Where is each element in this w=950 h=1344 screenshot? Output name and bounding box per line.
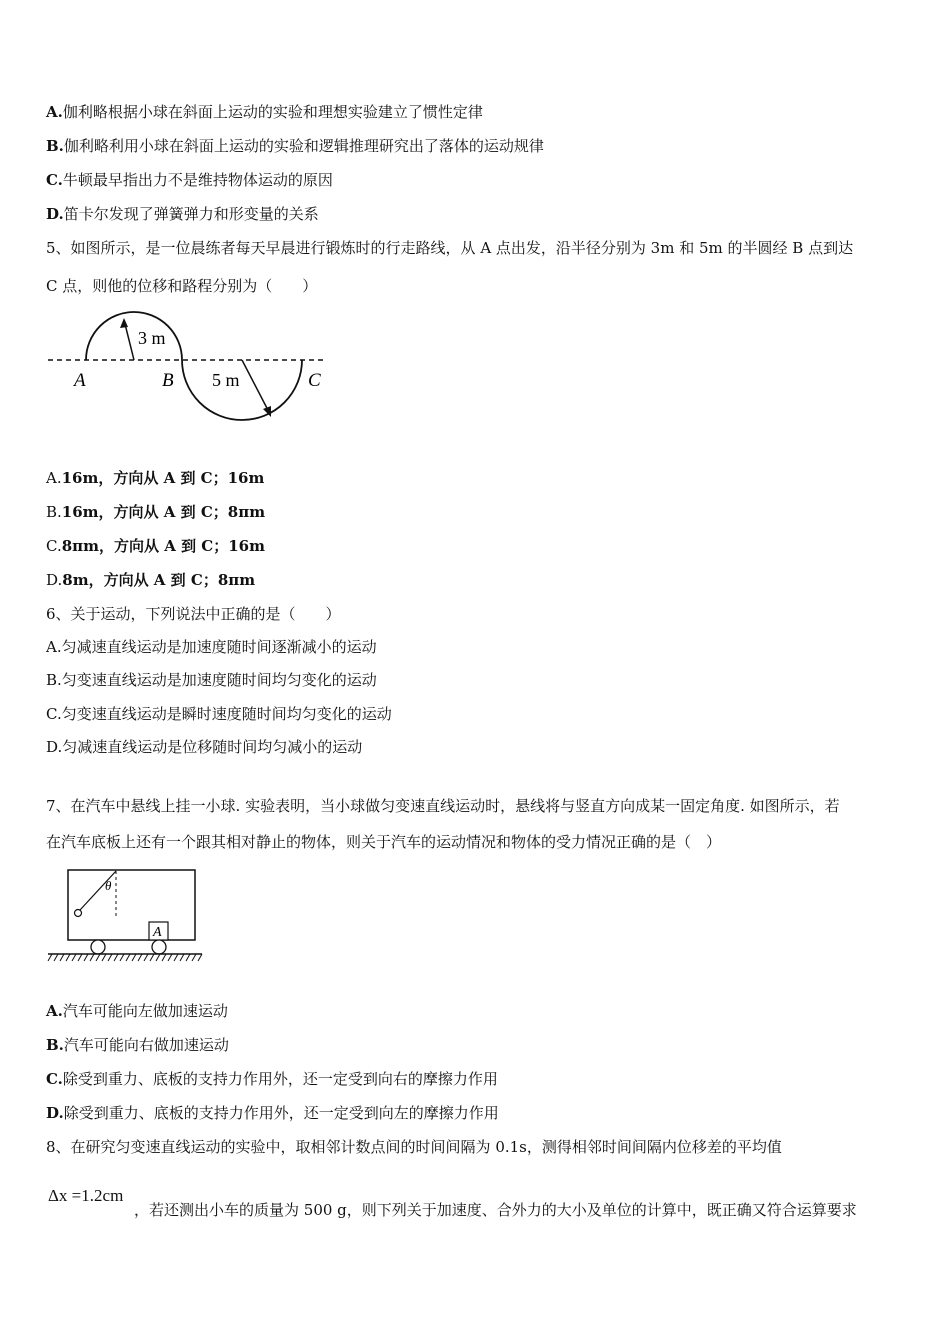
q5-path-figure <box>44 306 344 436</box>
q6-option-a: A.匀减速直线运动是加速度随时间逐渐减小的运动 <box>46 638 377 656</box>
q5-stem-line1: 5、如图所示，是一位晨练者每天早晨进行锻炼时的行走路线，从 A 点出发，沿半径分别为 3m 和 5m 的半圆经 B 点到达 <box>46 239 854 257</box>
point-b-label: B <box>162 370 174 391</box>
q6-stem: 6、关于运动，下列说法中正确的是（ ） <box>46 605 341 623</box>
large-radius-arrow <box>242 360 270 414</box>
q8-formula: Δx =1.2cm <box>48 1186 124 1205</box>
front-wheel <box>152 940 166 954</box>
q7-option-c: C.除受到重力、底板的支持力作用外，还一定受到向右的摩擦力作用 <box>46 1070 498 1088</box>
q8-stem-line1: 8、在研究匀变速直线运动的实验中，取相邻计数点间的时间间隔为 0.1s，测得相邻时间间隔内位移差的平均值 <box>46 1138 782 1156</box>
q6-option-b: B.匀变速直线运动是加速度随时间均匀变化的运动 <box>46 671 377 689</box>
q4-option-d: D.笛卡尔发现了弹簧弹力和形变量的关系 <box>46 205 319 223</box>
q8-stem-line2: ，若还测出小车的质量为 500 g，则下列关于加速度、合外力的大小及单位的计算中，既正确又符合运算要求 <box>134 1201 857 1219</box>
small-radius-label: 3 m <box>138 328 166 348</box>
q7-option-d: D.除受到重力、底板的支持力作用外，还一定受到向左的摩擦力作用 <box>46 1104 499 1122</box>
car-body <box>68 870 195 940</box>
q5-stem-line2: C 点，则他的位移和路程分别为（ ） <box>46 277 318 295</box>
small-radius-arrowhead <box>120 318 128 328</box>
hanging-ball <box>75 910 82 917</box>
q7-option-b: B.汽车可能向右做加速运动 <box>46 1036 229 1054</box>
large-radius-label: 5 m <box>212 370 240 390</box>
q4-option-a: A.伽利略根据小球在斜面上运动的实验和理想实验建立了惯性定律 <box>46 103 483 121</box>
q6-option-c: C.匀变速直线运动是瞬时速度随时间均匀变化的运动 <box>46 705 392 723</box>
q5-option-a: A.16m，方向从 A 到 C；16m <box>46 469 265 487</box>
q7-option-a: A.汽车可能向左做加速运动 <box>46 1002 228 1020</box>
rear-wheel <box>91 940 105 954</box>
q4-option-c: C.牛顿最早指出力不是维持物体运动的原因 <box>46 171 333 189</box>
q5-option-b: B.16m，方向从 A 到 C；8πm <box>46 503 266 521</box>
ground-hatching <box>48 954 202 961</box>
q7-car-figure <box>46 866 206 966</box>
q7-stem-line1: 7、在汽车中悬线上挂一小球. 实验表明，当小球做匀变速直线运动时，悬线将与竖直方向成某一固定角度. 如图所示，若 <box>46 797 840 815</box>
block-a-label: A <box>153 925 162 940</box>
point-c-label: C <box>308 370 321 391</box>
q6-option-d: D.匀减速直线运动是位移随时间均匀减小的运动 <box>46 738 363 756</box>
large-semicircle <box>182 360 302 420</box>
theta-label: θ <box>105 878 112 893</box>
q5-option-c: C.8πm，方向从 A 到 C；16m <box>46 537 265 555</box>
point-a-label: A <box>74 370 86 391</box>
q4-option-b: B.伽利略利用小球在斜面上运动的实验和逻辑推理研究出了落体的运动规律 <box>46 137 544 155</box>
q7-stem-line2: 在汽车底板上还有一个跟其相对静止的物体，则关于汽车的运动情况和物体的受力情况正确的是（ ） <box>46 833 722 851</box>
small-semicircle <box>86 312 182 360</box>
q5-option-d: D.8m，方向从 A 到 C；8πm <box>46 571 256 589</box>
